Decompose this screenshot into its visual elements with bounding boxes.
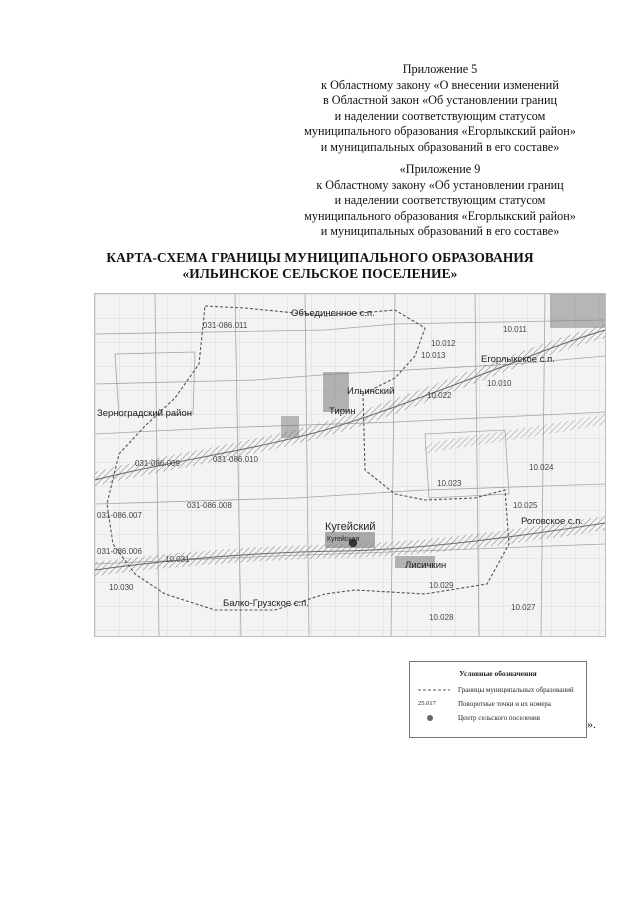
label-kugeysky: Кугейский bbox=[325, 521, 376, 533]
point-label: 10.030 bbox=[109, 583, 134, 592]
boundary-line-icon bbox=[418, 684, 452, 696]
appendix-5-line: к Областному закону «О внесении изменений bbox=[321, 77, 559, 92]
point-label: 10.022 bbox=[427, 391, 452, 400]
map-canvas bbox=[95, 294, 605, 636]
legend-label: Поворотные точки и их номера bbox=[458, 700, 552, 708]
legend-label: Центр сельского поселения bbox=[458, 714, 540, 722]
appendix-5-line: и наделении соответствующим статусом bbox=[334, 108, 546, 123]
label-obedinennoe: Объединенное с.п. bbox=[291, 308, 375, 319]
point-label: 10.029 bbox=[429, 581, 454, 590]
label-kugeyskaya: Кугейская bbox=[327, 536, 360, 543]
point-label: 031-086.011 bbox=[203, 321, 248, 330]
point-label: 10.025 bbox=[513, 501, 538, 510]
boundary-map bbox=[94, 293, 606, 637]
appendix-5-header bbox=[290, 62, 590, 156]
legend-label: Границы муниципальных образований bbox=[458, 686, 574, 694]
legend-item-boundary bbox=[418, 684, 583, 696]
appendix-9-header bbox=[290, 162, 590, 240]
appendix-9-line: муниципального образования «Егорлыкский район» bbox=[304, 208, 576, 223]
point-label: 10.010 bbox=[487, 379, 512, 388]
point-label: 10.023 bbox=[437, 479, 462, 488]
label-egorlykskoe: Егорлыкское с.п. bbox=[481, 354, 555, 365]
label-lisichkin: Лисичкин bbox=[405, 560, 447, 571]
point-sample: 25.017 bbox=[418, 700, 436, 707]
point-label: 031-086.006 bbox=[97, 547, 142, 556]
point-label: 10.011 bbox=[503, 325, 527, 334]
label-rogovskoe: Роговское с.п. bbox=[521, 516, 584, 527]
appendix-5-line: Приложение 5 bbox=[402, 62, 478, 76]
legend-item-points bbox=[418, 698, 583, 710]
point-label: 031-086.008 bbox=[187, 501, 232, 510]
appendix-9-line: «Приложение 9 bbox=[399, 162, 481, 176]
point-label: 10.027 bbox=[511, 603, 536, 612]
document-title bbox=[40, 250, 600, 282]
legend-item-center bbox=[418, 712, 583, 724]
closing-quote: ». bbox=[587, 717, 596, 731]
map-legend bbox=[409, 661, 587, 738]
point-label: 10.024 bbox=[529, 463, 554, 472]
point-label: 10.031 bbox=[165, 555, 190, 564]
point-label: 031-086.007 bbox=[97, 511, 142, 520]
label-zernogradsky: Зерноградский район bbox=[97, 408, 192, 419]
appendix-5-line: муниципального образования «Егорлыкский район» bbox=[304, 124, 576, 139]
point-label: 10.028 bbox=[429, 613, 454, 622]
title-line-1: КАРТА-СХЕМА ГРАНИЦЫ МУНИЦИПАЛЬНОГО ОБРАЗОВАНИЯ bbox=[106, 250, 534, 265]
point-label: 031-086.009 bbox=[135, 459, 180, 468]
point-label: 031-086.010 bbox=[213, 455, 258, 464]
point-label: 10.013 bbox=[421, 351, 446, 360]
label-balko: Балко-Грузское с.п. bbox=[223, 598, 309, 609]
title-line-2: «ИЛЬИНСКОЕ СЕЛЬСКОЕ ПОСЕЛЕНИЕ» bbox=[182, 266, 458, 281]
appendix-9-line: и наделении соответствующим статусом bbox=[334, 193, 546, 208]
point-label: 10.012 bbox=[431, 339, 456, 348]
settlement-center-icon bbox=[418, 712, 452, 724]
appendix-9-line: к Областному закону «Об установлении границ bbox=[316, 177, 564, 192]
legend-title: Условные обозначения bbox=[459, 669, 537, 678]
appendix-9-line: и муниципальных образований в его составе» bbox=[320, 224, 560, 239]
label-tipin: Тирин bbox=[329, 406, 356, 417]
appendix-5-line: и муниципальных образований в его составе» bbox=[320, 139, 560, 154]
label-ilinsky: Ильинский bbox=[347, 386, 395, 397]
appendix-5-line: в Областной закон «Об установлении границ bbox=[322, 93, 557, 108]
